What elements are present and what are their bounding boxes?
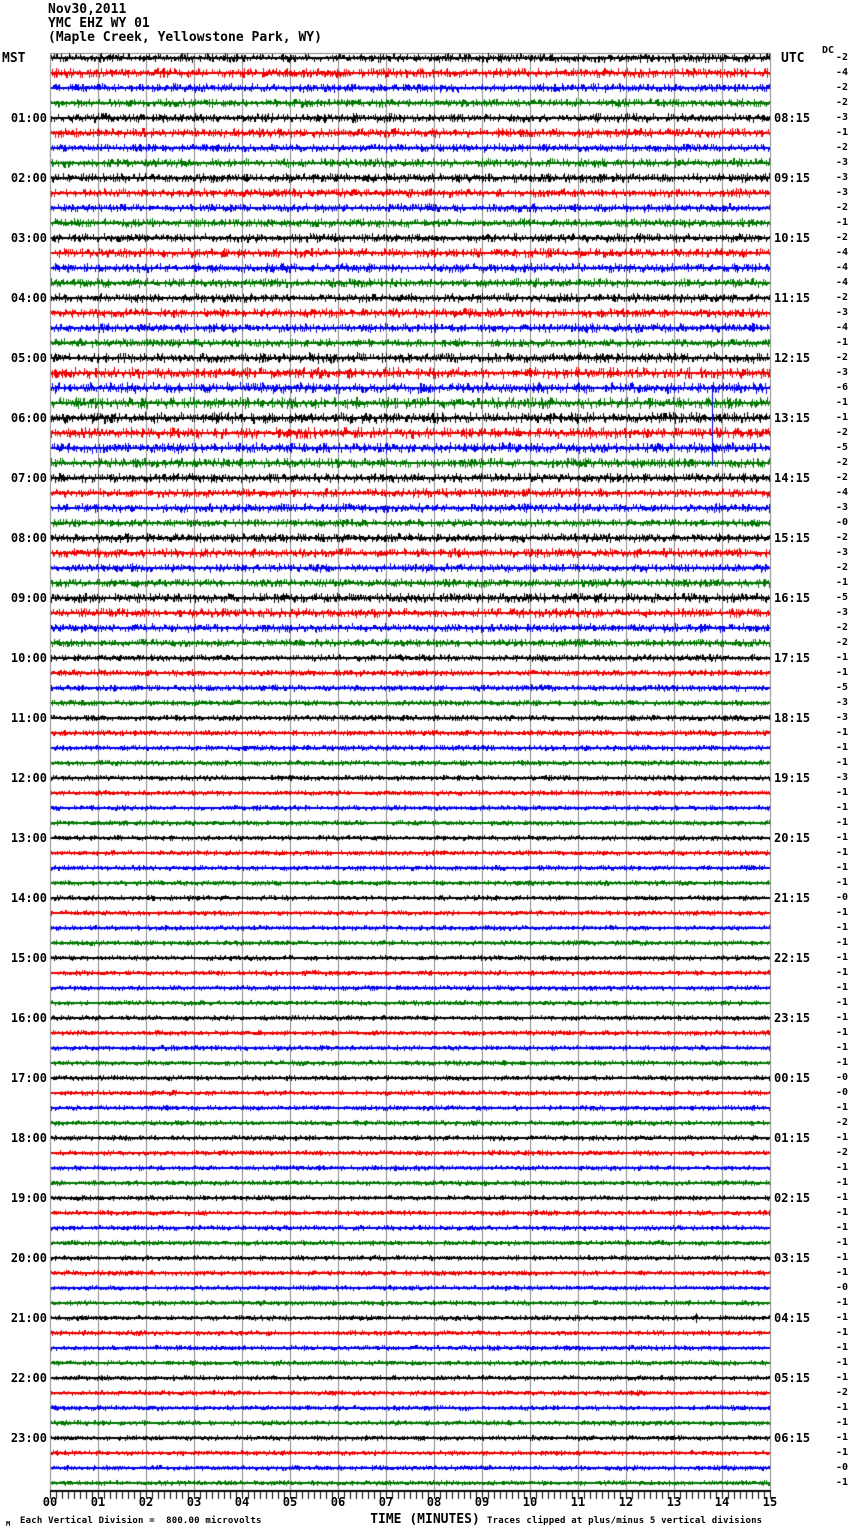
dc-offset-value: -3 [835,547,848,558]
mst-time-label: 14:00 [10,891,47,905]
x-tick-label: 10 [522,1495,538,1509]
dc-offset-value: -3 [835,502,848,513]
dc-offset-value: -2 [835,427,848,438]
mst-time-label: 10:00 [10,651,47,665]
utc-time-label: 12:15 [774,351,811,365]
right-axis-title: UTC [781,51,805,66]
dc-offset-value: -1 [835,1192,848,1203]
mst-time-label: 07:00 [10,471,47,485]
x-tick-label: 09 [474,1495,490,1509]
dc-offset-value: -1 [835,1132,848,1143]
utc-time-label: 14:15 [774,471,811,485]
mst-time-label: 06:00 [10,411,47,425]
dc-offset-value: -1 [835,1312,848,1323]
mst-time-label: 16:00 [10,1011,47,1025]
utc-time-label: 16:15 [774,591,811,605]
dc-offset-value: -2 [835,202,848,213]
scale-note: Each Vertical Division = 800.00 microvolts [20,1516,262,1526]
dc-offset-value: -2 [835,232,848,243]
utc-time-label: 13:15 [774,411,811,425]
dc-offset-value: -2 [835,292,848,303]
mst-time-label: 21:00 [10,1311,47,1325]
mst-time-label: 19:00 [10,1191,47,1205]
dc-offset-value: -1 [835,397,848,408]
mst-time-label: 05:00 [10,351,47,365]
dc-offset-value: -1 [835,217,848,228]
dc-offset-value: -2 [835,457,848,468]
utc-time-label: 11:15 [774,291,811,305]
dc-offset-value: -1 [835,967,848,978]
dc-offset-value: -2 [835,1117,848,1128]
dc-offset-value: -3 [835,607,848,618]
dc-offset-value: -2 [835,1387,848,1398]
dc-offset-value: -1 [835,1252,848,1263]
dc-offset-value: -1 [835,727,848,738]
dc-offset-value: -1 [835,667,848,678]
utc-time-label: 02:15 [774,1191,811,1205]
dc-offset-value: -1 [835,1357,848,1368]
mst-time-label: 12:00 [10,771,47,785]
dc-offset-value: -1 [835,1057,848,1068]
dc-offset-value: -1 [835,1372,848,1383]
dc-offset-value: -3 [835,772,848,783]
mst-time-label: 08:00 [10,531,47,545]
dc-offset-value: -4 [835,262,848,273]
dc-offset-value: -1 [835,412,848,423]
x-tick-label: 07 [378,1495,394,1509]
mst-time-label: 15:00 [10,951,47,965]
dc-offset-value: -5 [835,592,848,603]
dc-offset-value: -1 [835,1342,848,1353]
dc-offset-value: -2 [835,82,848,93]
x-tick-label: 00 [42,1495,58,1509]
dc-offset-value: -4 [835,247,848,258]
mst-time-label: 23:00 [10,1431,47,1445]
dc-offset-value: -1 [835,652,848,663]
dc-offset-value: -1 [835,1267,848,1278]
dc-offset-value: -0 [835,892,848,903]
x-tick-label: 08 [426,1495,442,1509]
dc-offset-value: -1 [835,847,848,858]
dc-offset-value: -3 [835,697,848,708]
x-tick-label: 11 [570,1495,586,1509]
dc-offset-value: -0 [835,517,848,528]
mst-time-label: 11:00 [10,711,47,725]
dc-offset-value: -2 [835,142,848,153]
dc-offset-value: -1 [835,817,848,828]
dc-offset-value: -2 [835,562,848,573]
dc-offset-value: -1 [835,802,848,813]
dc-offset-value: -1 [835,1432,848,1443]
dc-offset-value: -3 [835,187,848,198]
x-tick-label: 14 [714,1495,730,1509]
dc-offset-value: -1 [835,742,848,753]
dc-offset-value: -1 [835,862,848,873]
x-tick-label: 02 [138,1495,154,1509]
dc-offset-value: -2 [835,97,848,108]
dc-offset-value: -2 [835,637,848,648]
dc-offset-value: -3 [835,367,848,378]
dc-axis-title: DC [822,45,835,56]
mst-time-label: 04:00 [10,291,47,305]
dc-offset-value: -1 [835,1327,848,1338]
dc-offset-value: -3 [835,157,848,168]
mst-time-label: 17:00 [10,1071,47,1085]
dc-offset-value: -1 [835,1177,848,1188]
utc-time-label: 15:15 [774,531,811,545]
left-axis-title: MST [2,51,26,66]
dc-offset-value: -1 [835,1297,848,1308]
dc-offset-value: -1 [835,1027,848,1038]
dc-offset-value: -4 [835,277,848,288]
dc-offset-value: -2 [835,1147,848,1158]
utc-time-label: 20:15 [774,831,811,845]
utc-time-label: 03:15 [774,1251,811,1265]
mst-time-label: 03:00 [10,231,47,245]
dc-offset-value: -0 [835,1087,848,1098]
dc-offset-value: -3 [835,112,848,123]
x-tick-label: 03 [186,1495,202,1509]
dc-offset-value: -4 [835,487,848,498]
utc-time-label: 19:15 [774,771,811,785]
utc-time-label: 23:15 [774,1011,811,1025]
dc-offset-value: -1 [835,1207,848,1218]
mst-time-label: 20:00 [10,1251,47,1265]
utc-time-label: 18:15 [774,711,811,725]
dc-offset-value: -3 [835,712,848,723]
date-title: Nov30,2011 [48,2,127,17]
mst-time-label: 13:00 [10,831,47,845]
utc-time-label: 05:15 [774,1371,811,1385]
utc-time-label: 22:15 [774,951,811,965]
x-tick-label: 04 [234,1495,250,1509]
dc-offset-value: -1 [835,1447,848,1458]
dc-offset-value: -0 [835,1462,848,1473]
dc-offset-value: -2 [835,532,848,543]
x-tick-label: 05 [282,1495,298,1509]
dc-offset-value: -1 [835,757,848,768]
dc-offset-value: -1 [835,877,848,888]
dc-offset-value: -0 [835,1282,848,1293]
utc-time-label: 08:15 [774,111,811,125]
utc-time-label: 01:15 [774,1131,811,1145]
location-title: (Maple Creek, Yellowstone Park, WY) [48,30,322,45]
x-tick-label: 06 [330,1495,346,1509]
dc-offset-value: -1 [835,577,848,588]
utc-time-label: 10:15 [774,231,811,245]
utc-time-label: 21:15 [774,891,811,905]
mst-time-label: 01:00 [10,111,47,125]
utc-time-label: 09:15 [774,171,811,185]
dc-offset-value: -1 [835,787,848,798]
station-title: YMC EHZ WY 01 [48,16,150,31]
utc-time-label: 04:15 [774,1311,811,1325]
utc-time-label: 06:15 [774,1431,811,1445]
dc-offset-value: -1 [835,907,848,918]
dc-offset-value: -1 [835,997,848,1008]
dc-offset-value: -2 [835,472,848,483]
footer-marker: M [6,1520,11,1528]
dc-offset-value: -1 [835,1222,848,1233]
x-axis-title: TIME (MINUTES) [370,1512,480,1527]
dc-offset-value: -1 [835,1162,848,1173]
dc-offset-value: -1 [835,952,848,963]
dc-offset-value: -2 [835,622,848,633]
dc-offset-value: -4 [835,67,848,78]
mst-time-label: 18:00 [10,1131,47,1145]
dc-offset-value: -1 [835,982,848,993]
dc-offset-value: -1 [835,937,848,948]
x-tick-label: 15 [762,1495,778,1509]
x-tick-label: 12 [618,1495,634,1509]
dc-offset-value: -1 [835,1402,848,1413]
dc-offset-value: -1 [835,1237,848,1248]
dc-offset-value: -0 [835,1072,848,1083]
dc-offset-value: -1 [835,922,848,933]
dc-offset-value: -1 [835,1477,848,1488]
dc-offset-value: -4 [835,322,848,333]
mst-time-label: 09:00 [10,591,47,605]
utc-time-label: 17:15 [774,651,811,665]
dc-offset-value: -1 [835,1102,848,1113]
dc-offset-value: -1 [835,127,848,138]
x-tick-label: 13 [666,1495,682,1509]
dc-offset-value: -1 [835,1012,848,1023]
dc-offset-value: -6 [835,382,848,393]
dc-offset-value: -3 [835,307,848,318]
dc-offset-value: -3 [835,172,848,183]
mst-time-label: 02:00 [10,171,47,185]
dc-offset-value: -1 [835,832,848,843]
mst-time-label: 22:00 [10,1371,47,1385]
clip-note: Traces clipped at plus/minus 5 vertical divisions [487,1516,763,1526]
dc-offset-value: -2 [835,52,848,63]
dc-offset-value: -1 [835,1417,848,1428]
dc-offset-value: -2 [835,352,848,363]
dc-offset-value: -1 [835,337,848,348]
x-tick-label: 01 [90,1495,106,1509]
dc-offset-value: -5 [835,442,848,453]
utc-time-label: 00:15 [774,1071,811,1085]
dc-offset-value: -5 [835,682,848,693]
dc-offset-value: -1 [835,1042,848,1053]
